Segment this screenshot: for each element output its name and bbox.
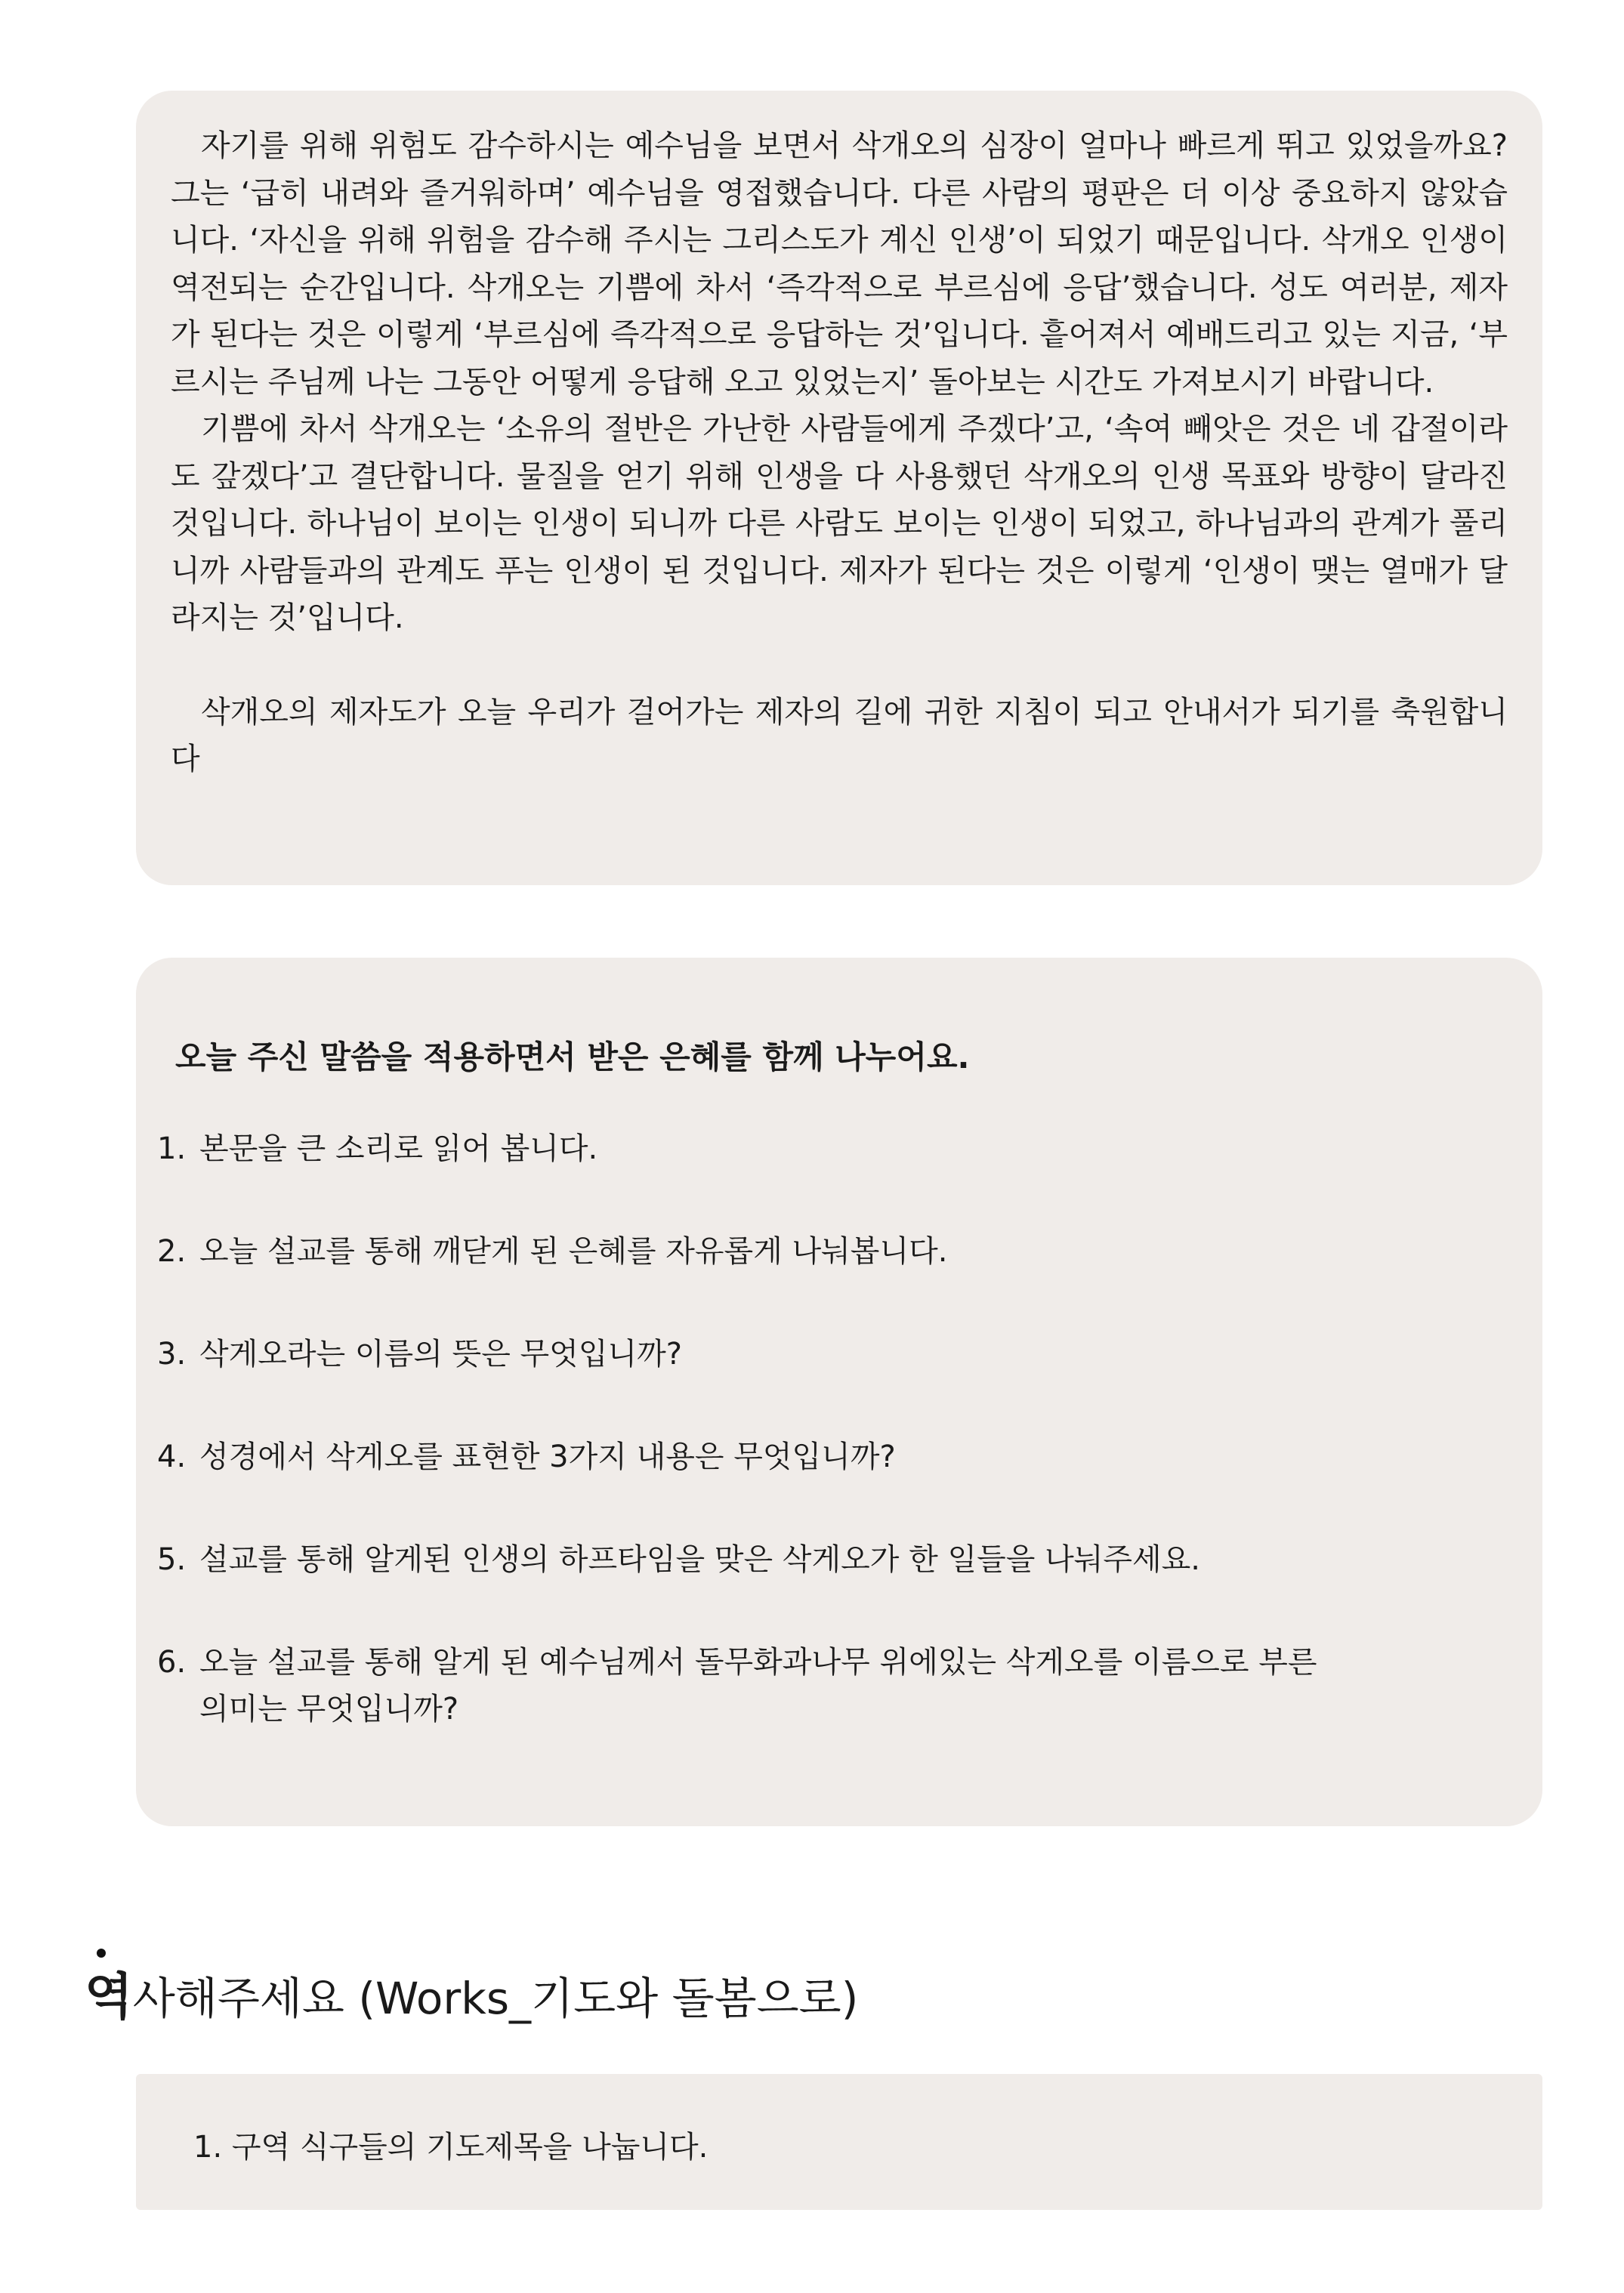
question-item bbox=[157, 1536, 1508, 1583]
question-text: 오늘 설교를 통해 깨닫게 된 은혜를 자유롭게 나눠봅니다. bbox=[199, 1234, 948, 1269]
question-text: 설교를 통해 알게된 인생의 하프타임을 맞은 삭게오가 한 일들을 나눠주세요. bbox=[199, 1542, 1200, 1577]
question-text: 삭게오라는 이름의 뜻은 무엇입니까? bbox=[199, 1337, 682, 1372]
sermon-paragraph-3: 삭개오의 제자도가 오늘 우리가 걸어가는 제자의 길에 귀한 지침이 되고 안내서가 되기를 축원합니다 bbox=[171, 694, 1508, 776]
question-item bbox=[157, 1331, 1508, 1378]
question-item bbox=[157, 1125, 1508, 1172]
question-number: 6. bbox=[157, 1645, 187, 1680]
question-number: 3. bbox=[157, 1337, 187, 1372]
question-number: 2. bbox=[157, 1234, 187, 1269]
question-number: 1. bbox=[157, 1131, 187, 1166]
question-number: 4. bbox=[157, 1440, 187, 1474]
question-list bbox=[157, 1125, 1508, 1733]
question-text: 성경에서 삭게오를 표현한 3가지 내용은 무엇입니까? bbox=[199, 1440, 896, 1474]
sermon-box bbox=[136, 91, 1542, 885]
sharing-heading: 오늘 주신 말씀을 적용하면서 받은 은혜를 함께 나누어요. bbox=[175, 1038, 970, 1076]
prayer-box bbox=[136, 2074, 1542, 2210]
prayer-title-first-char: 역 bbox=[85, 1967, 133, 2026]
prayer-section-title bbox=[85, 1967, 858, 2029]
prayer-item: 1. 구역 식구들의 기도제목을 나눕니다. bbox=[193, 2130, 709, 2165]
prayer-title-rest: 사해주세요 (Works_기도와 돌봄으로) bbox=[132, 1973, 859, 2024]
question-text-line-2: 의미는 무엇입니까? bbox=[199, 1692, 459, 1727]
question-text-line-1: 오늘 설교를 통해 알게 된 예수님께서 돌무화과나무 위에있는 삭게오를 이름으로 부른 bbox=[199, 1645, 1317, 1680]
question-text: 본문을 큰 소리로 읽어 봅니다. bbox=[199, 1131, 598, 1166]
question-item bbox=[157, 1639, 1508, 1733]
title-accent-dot bbox=[97, 1949, 106, 1958]
question-item bbox=[157, 1434, 1508, 1480]
sermon-paragraph-1: 자기를 위해 위험도 감수하시는 예수님을 보면서 삭개오의 심장이 얼마나 빠르게 뛰고 있었을까요? 그는 ‘급히 내려와 즐거워하며’ 예수님을 영접했습니다. 다른 사람의 평판은 더 이상 중요하지 않았습니다. ‘자신을 위해 위험을 감수해 주시는 그리스도가 계신 인생’이 되었기 때문입니다. 삭개오 인생이 역전되는 순간입니다. 삭개오는 기쁨에 차서 ‘즉각적으로 부르심에 응답’했습니다. 성도 여러분, 제자가 된다는 것은 이렇게 ‘부르심에 즉각적으로 응답하는 것’입니다. 흩어져서 예배드리고 있는 지금, ‘부르시는 주님께 나는 그동안 어떻게 응답해 오고 있었는지’ 돌아보는 시간도 가져보시기 바랍니다. bbox=[171, 128, 1508, 400]
question-item bbox=[157, 1228, 1508, 1275]
sermon-paragraph-2: 기쁨에 차서 삭개오는 ‘소유의 절반은 가난한 사람들에게 주겠다’고, ‘속여 빼앗은 것은 네 갑절이라도 갚겠다’고 결단합니다. 물질을 얻기 위해 인생을 다 사용했던 삭개오의 인생 목표와 방향이 달라진 것입니다. 하나님이 보이는 인생이 되니까 다른 사람도 보이는 인생이 되었고, 하나님과의 관계가 풀리니까 사람들과의 관계도 푸는 인생이 된 것입니다. 제자가 된다는 것은 이렇게 ‘인생이 맺는 열매가 달라지는 것’입니다. bbox=[171, 412, 1508, 635]
paragraph-gap bbox=[171, 642, 1508, 689]
question-number: 5. bbox=[157, 1542, 187, 1577]
sharing-box bbox=[136, 958, 1542, 1826]
